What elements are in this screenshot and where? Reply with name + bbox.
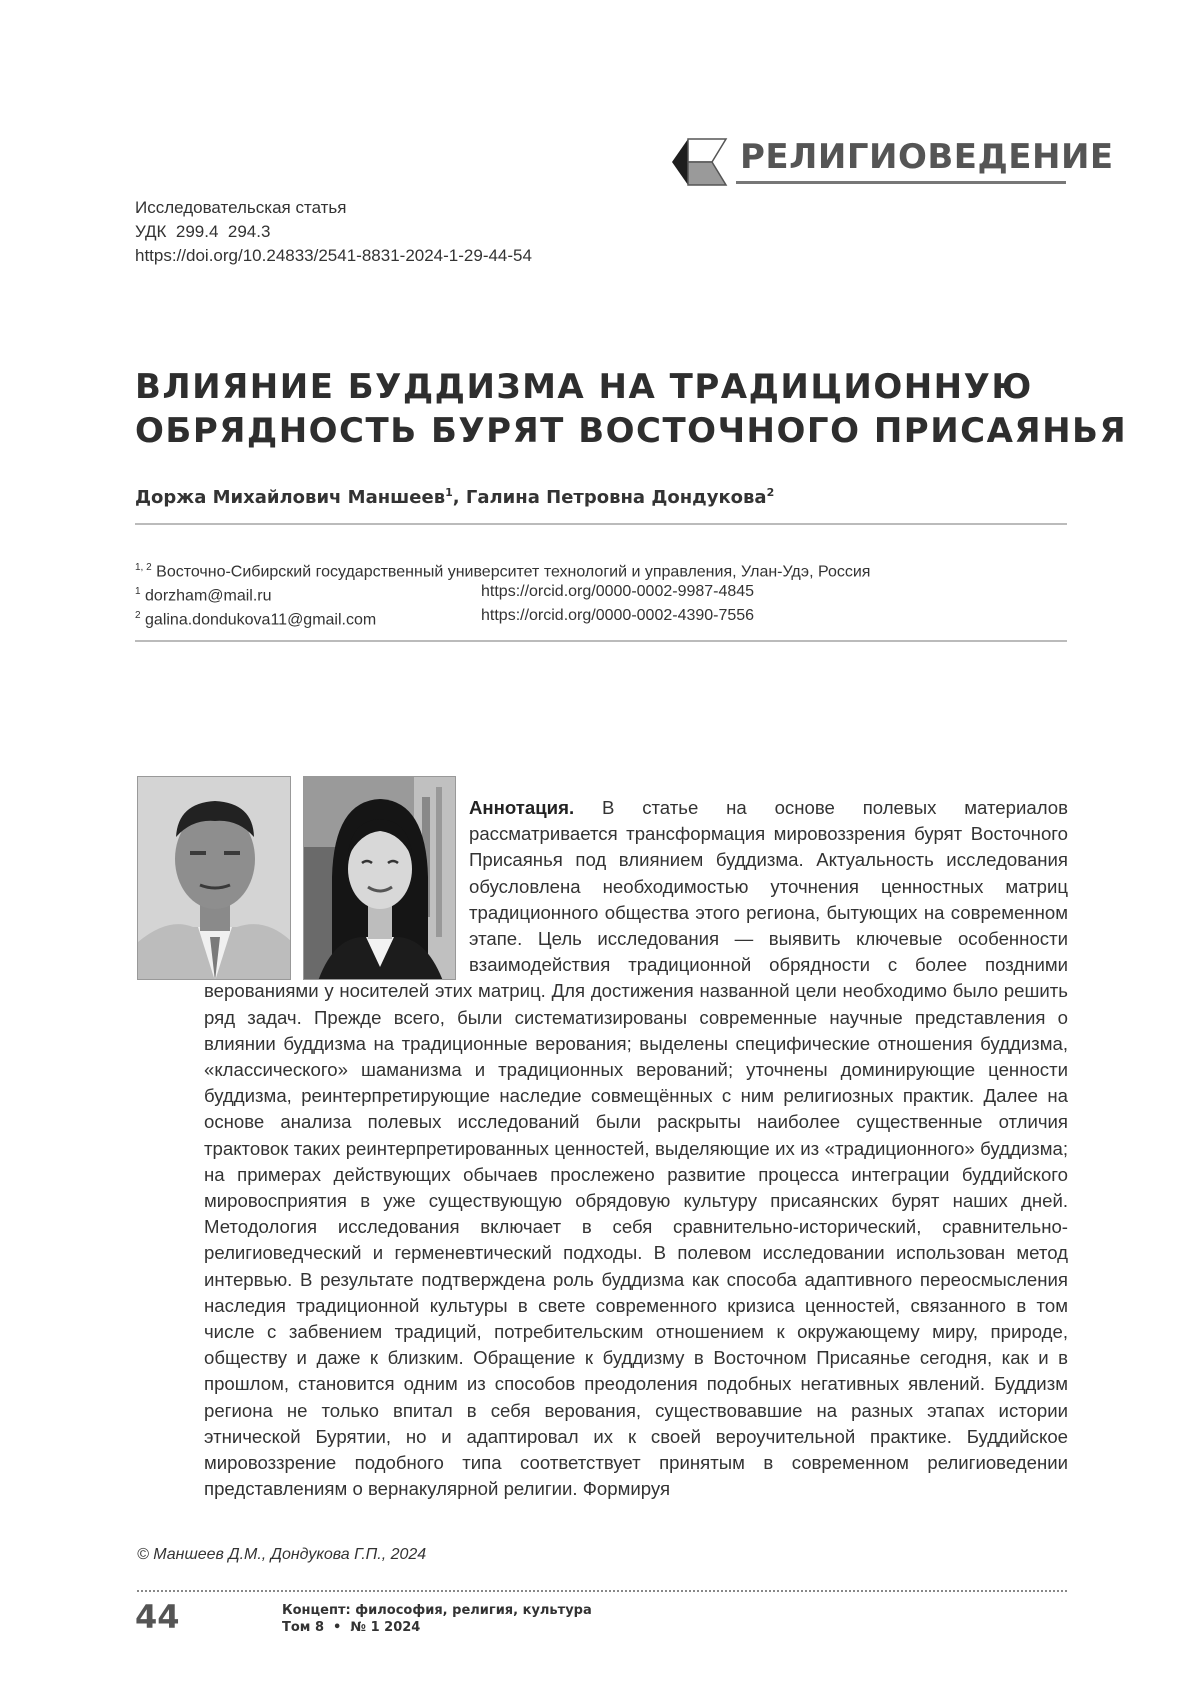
section-rule: [736, 181, 1066, 184]
udk-code: УДК 299.4 294.3: [135, 222, 271, 241]
title-line-2: ОБРЯДНОСТЬ БУРЯТ ВОСТОЧНОГО ПРИСАЯНЬЯ: [135, 411, 1128, 451]
affiliation-author-1: [135, 580, 870, 604]
abstract: [204, 795, 1068, 1502]
section-title: РЕЛИГИОВЕДЕНИЕ: [740, 137, 1114, 177]
a2-orcid[interactable]: https://orcid.org/0000-0002-4390-7556: [481, 607, 755, 624]
author-separator: ,: [452, 487, 466, 508]
affiliation-author-2: [135, 604, 870, 628]
a2-sup: 2: [135, 610, 141, 621]
author-2-sup: 2: [766, 486, 775, 499]
authors: [135, 486, 774, 508]
author-1: Доржа Михайлович Маншеев: [135, 487, 446, 508]
a2-email[interactable]: galina.dondukova11@gmail.com: [145, 611, 377, 629]
title-line-1: ВЛИЯНИЕ БУДДИЗМА НА ТРАДИЦИОННУЮ: [135, 367, 1033, 407]
abstract-label: Аннотация.: [469, 797, 575, 818]
divider-bottom: [135, 640, 1067, 642]
article-title: [135, 365, 1128, 453]
affiliation-org: [135, 556, 870, 580]
author-1-sup: 1: [445, 486, 453, 499]
a1-sup: 1: [135, 586, 141, 597]
abstract-text: В статье на основе полевых материалов рассматривается трансформация мировоззрения бурят Восточного Присаянья под влиянием буддизма. Актуальность исследования обусловлена необходимостью уточнения ценностных матриц традиционного общества этого региона, бытующих на современном этапе. Цель исследования — выявить ключевые особенности взаимодействия традиционной обрядности с более поздними верованиями у носителей этих матриц. Для достижения названной цели необходимо было решить ряд задач. Прежде всего, были систематизированы современные научные представления о влиянии буддизма на традиционные верования; выделены специфические отношения буддизма, «классического» шаманизма и традиционных верований; уточнены доминирующие ценности буддизма, реинтерпретирующие наследие совмещённых с ним религиозных практик. Далее на основе анализа полевых исследований были раскрыты наиболее существенные отличия трактовок таких реинтерпретированных ценностей, выделяющие их из «традиционного» буддизма; на примерах действующих обычаев прослежено развитие процесса интеграции буддийского мировосприятия в уже существующую обрядовую культуру присаянских бурят наших дней. Методология исследования включает в себя сравнительно-исторический, сравнительно-религиоведческий и герменевтический подходы. В полевом исследовании использован метод интервью. В результате подтверждена роль буддизма как способа адаптивного переосмысления наследия традиционной культуры в свете современного кризиса ценностей, связанного в том числе с забвением традиций, потребительским отношением к окружающему миру, природе, обществу и даже к близким. Обращение к буддизму в Восточном Присаянье сегодня, как и в прошлом, становится одним из способов преодоления подобных негативных явлений. Буддизм региона не только впитал в себя верования, существовавшие на разных этапах истории этнической Бурятии, но и адаптировал их к своей вероучительной практике. Буддийское мировоззрение подобного типа соответствует принятым в современном религиоведении представлениям о вернакулярной религии. Формируя: [204, 797, 1068, 1500]
divider-top: [135, 523, 1067, 525]
journal-info: [282, 1602, 592, 1636]
a1-orcid[interactable]: https://orcid.org/0000-0002-9987-4845: [481, 583, 755, 600]
section-header: [670, 135, 1114, 185]
a1-email[interactable]: dorzham@mail.ru: [145, 587, 272, 605]
cube-logo-icon: [670, 137, 728, 187]
photo-spacer: [204, 795, 469, 978]
journal-volume: Том 8 • № 1 2024: [282, 1620, 421, 1635]
author-2: Галина Петровна Дондукова: [465, 487, 767, 508]
copyright: © Маншеев Д.М., Дондукова Г.П., 2024: [137, 1546, 427, 1563]
page-number: 44: [135, 1598, 180, 1636]
journal-name: Концепт: философия, религия, культура: [282, 1603, 592, 1618]
doi-link[interactable]: https://doi.org/10.24833/2541-8831-2024-1-29-44-54: [135, 246, 532, 265]
org-sup: 1, 2: [135, 562, 152, 573]
article-meta: [135, 196, 532, 268]
article-type: Исследовательская статья: [135, 198, 347, 217]
footer-dotted-rule: [137, 1590, 1067, 1592]
org-name: Восточно-Сибирский государственный университет технологий и управления, Улан-Удэ, Россия: [156, 563, 871, 581]
affiliations: [135, 556, 870, 628]
